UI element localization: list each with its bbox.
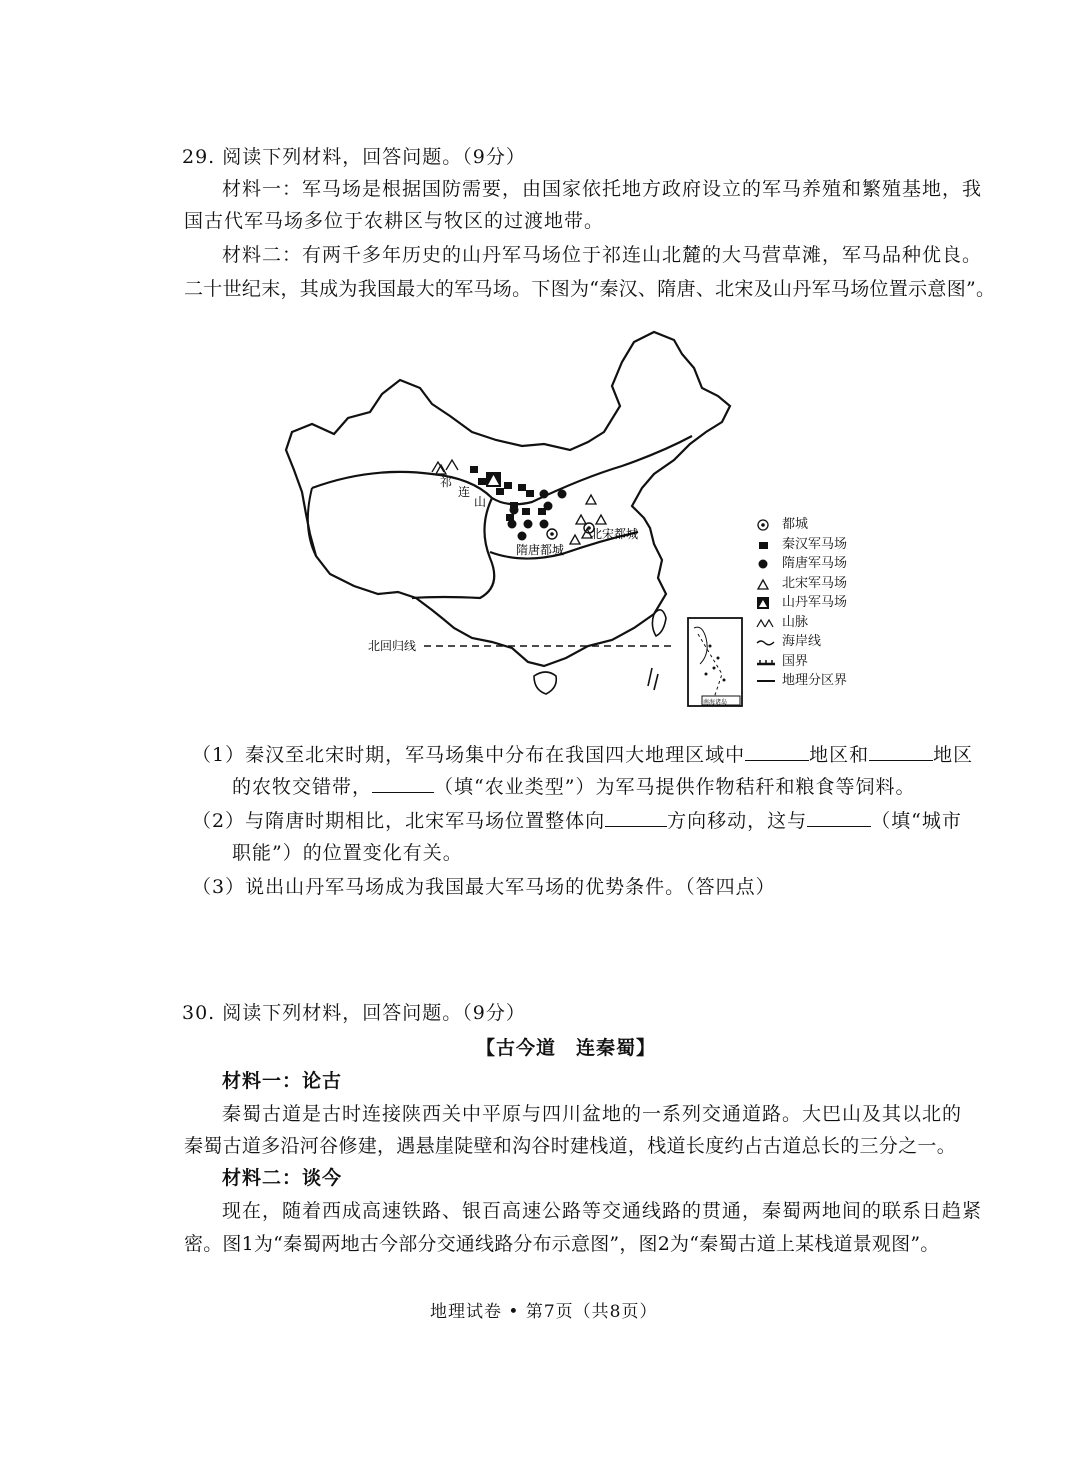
- capital-icon: [756, 518, 776, 532]
- q29-sub2-line2: 职能”）的位置变化有关。: [232, 842, 463, 864]
- legend-item-region-boundary: [752, 671, 882, 691]
- inset-dash: [698, 634, 722, 698]
- label-inset-caption: 南海诸岛: [703, 699, 728, 706]
- q30-material2-line2: 密。图1为“秦蜀两地古今部分交通线路分布示意图”，图2为“秦蜀古道上某栈道景观图”。: [184, 1233, 940, 1255]
- page-footer: 地理试卷 • 第7页（共8页）: [430, 1302, 658, 1322]
- q30-title: 【古今道 连秦蜀】: [476, 1037, 657, 1059]
- q29-sub3: （3）说出山丹军马场成为我国最大军马场的优势条件。（答四点）: [192, 876, 776, 898]
- boxed-triangle-icon: [756, 596, 776, 610]
- legend-item-shandan: [752, 593, 882, 613]
- q29-material1-line1: 材料一：军马场是根据国防需要，由国家依托地方政府设立的军马养殖和繁殖基地，我: [222, 178, 983, 200]
- q29-sub1-line1: [192, 740, 973, 770]
- q29-material2-line2: 二十世纪末，其成为我国最大的军马场。下图为“秦汉、隋唐、北宋及山丹军马场位置示意图”。: [184, 278, 996, 300]
- q29-sub1-line2: [232, 772, 915, 802]
- q29-sub2-text-c: （填“城市: [871, 810, 962, 832]
- taiwan-island: [652, 610, 666, 636]
- q30-material2-line1: 现在，随着西成高速铁路、银百高速公路等交通线路的贯通，秦蜀两地间的联系日趋紧: [222, 1200, 983, 1222]
- legend-item-mountain: [752, 613, 882, 633]
- q30-material2-head: 材料二：谈今: [222, 1167, 343, 1189]
- national-border: [286, 332, 730, 666]
- label-lian: 连: [458, 485, 471, 499]
- q29-sub1-text-c: 地区: [933, 744, 974, 766]
- label-tropic: 北回归线: [368, 639, 417, 653]
- q29-sub2-line1: [192, 806, 962, 836]
- legend-item-border: [752, 652, 882, 672]
- suitang-capital-marker: [547, 529, 557, 539]
- coastline-icon: [756, 635, 776, 649]
- q29-sub2-text-b: 方向移动，这与: [667, 810, 808, 832]
- legend-label: 国界: [782, 653, 809, 669]
- q29-sub1-text-b: 地区和: [809, 744, 870, 766]
- legend-label: 秦汉军马场: [782, 536, 848, 552]
- legend-label: 海岸线: [782, 634, 822, 649]
- q29-sub1-text-d: 的农牧交错带，: [232, 776, 373, 798]
- suitang-horse-farm-markers: [508, 490, 567, 541]
- legend-label: 山脉: [782, 614, 809, 630]
- border-icon: [756, 655, 776, 669]
- answer-blank-direction[interactable]: [605, 806, 667, 827]
- q30-material1-line2: 秦蜀古道多沿河谷修建，遇悬崖陡壁和沟谷时建栈道，栈道长度约占古道总长的三分之一。: [184, 1135, 957, 1157]
- legend-item-beisong: [752, 574, 882, 594]
- q29-sub2-text-a: （2）与隋唐时期相比，北宋军马场位置整体向: [192, 810, 606, 832]
- legend-item-qinhan: [752, 535, 882, 555]
- legend-label: 北宋军马场: [782, 575, 848, 591]
- q30-material1-line1: 秦蜀古道是古时连接陕西关中平原与四川盆地的一系列交通道路。大巴山及其以北的: [222, 1103, 963, 1125]
- q30-material1-head: 材料一：论古: [222, 1070, 343, 1092]
- q30-header: 30. 阅读下列材料，回答问题。（9分）: [182, 1002, 526, 1024]
- shandan-horse-farm-marker: [486, 472, 501, 487]
- region-boundary-west: [412, 498, 494, 598]
- legend-item-suitang: [752, 554, 882, 574]
- triangle-icon: [756, 577, 776, 591]
- label-qi: 祁: [440, 475, 453, 489]
- answer-blank-region1[interactable]: [745, 740, 809, 761]
- region-boundary-icon: [756, 674, 776, 688]
- q29-sub1-text-e: （填“农业类型”）为军马提供作物秸秆和粮食等饲料。: [434, 776, 916, 798]
- square-icon: [756, 538, 776, 552]
- qilian-mountain-symbols: [432, 460, 458, 472]
- q29-material2-line1: 材料二：有两千多年历史的山丹军马场位于祁连山北麓的大马营草滩，军马品种优良。: [222, 244, 983, 266]
- dot-icon: [756, 557, 776, 571]
- map-legend: [752, 515, 882, 691]
- islet-mark-2: [654, 674, 658, 690]
- answer-blank-city-function[interactable]: [807, 806, 871, 827]
- legend-item-capital: [752, 515, 882, 535]
- legend-label: 都城: [782, 517, 809, 532]
- mountain-icon: [756, 616, 776, 630]
- legend-label: 隋唐军马场: [782, 556, 848, 571]
- label-shan: 山: [474, 495, 487, 509]
- islet-mark-1: [648, 668, 652, 686]
- hainan-island: [534, 672, 556, 694]
- legend-item-coastline: [752, 632, 882, 652]
- q29-material1-line2: 国古代军马场多位于农耕区与牧区的过渡地带。: [184, 210, 605, 232]
- label-beisong-capital: 北宋都城: [590, 527, 639, 541]
- label-suitang-capital: 隋唐都城: [516, 543, 565, 557]
- qinhan-horse-farm-markers: [470, 466, 546, 521]
- legend-label: 山丹军马场: [782, 595, 848, 610]
- legend-label: 地理分区界: [782, 673, 848, 688]
- q29-sub1-text-a: （1）秦汉至北宋时期，军马场集中分布在我国四大地理区域中: [192, 744, 746, 766]
- answer-blank-region2[interactable]: [869, 740, 933, 761]
- answer-blank-agriculture[interactable]: [372, 772, 434, 793]
- q29-header: 29. 阅读下列材料，回答问题。（9分）: [182, 146, 526, 168]
- region-boundary-qinghai: [308, 488, 316, 556]
